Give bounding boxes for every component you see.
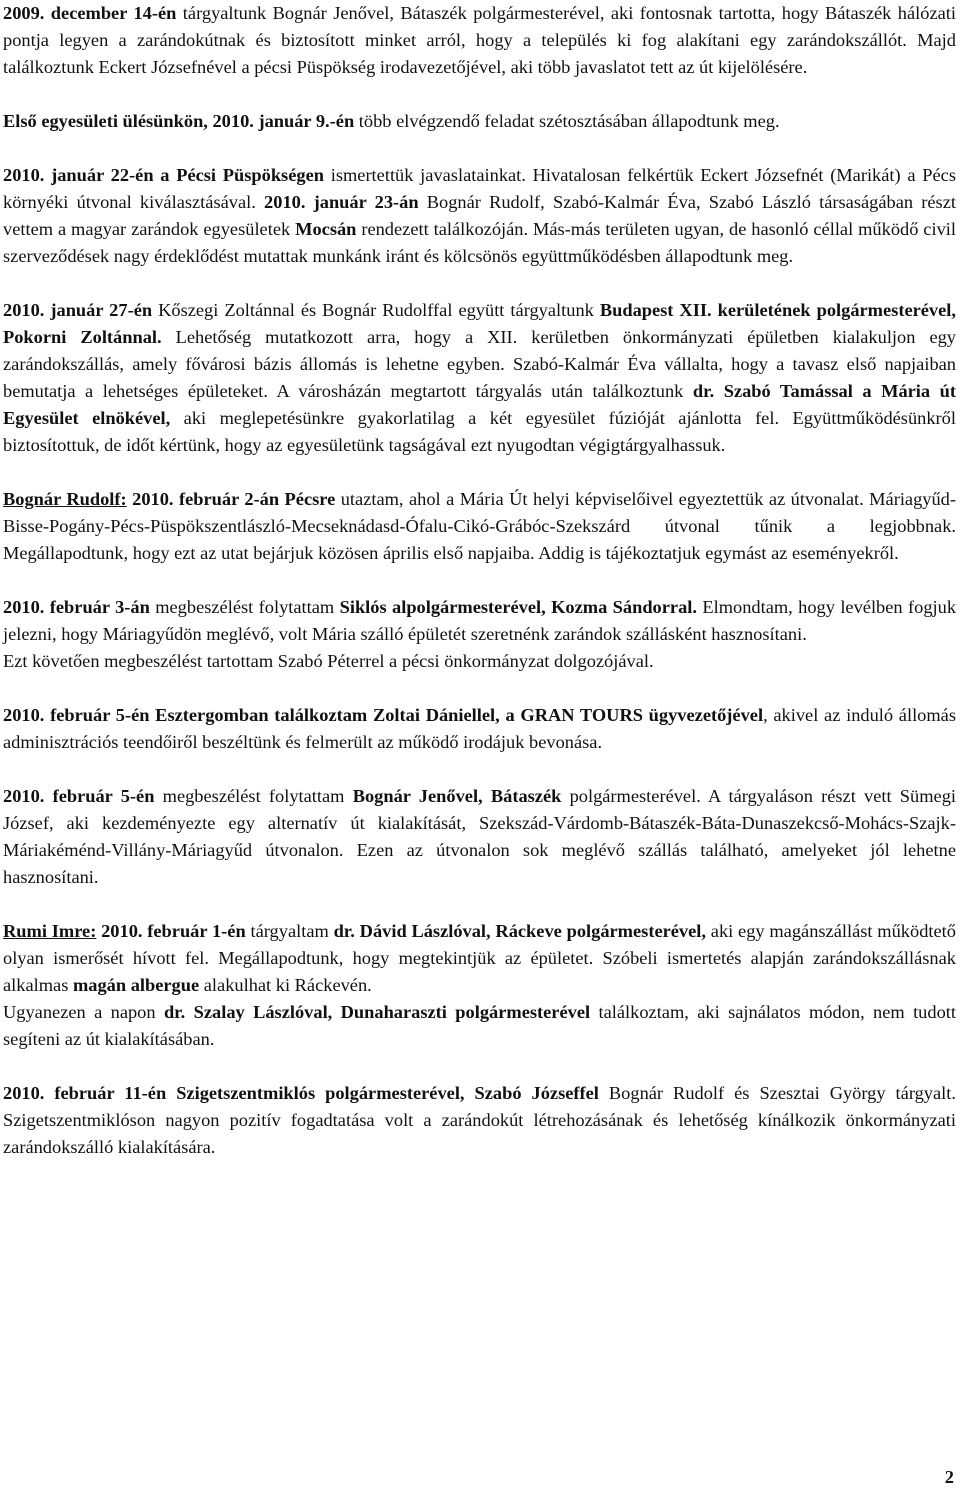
bold-text: 2010. január 27-én [3,300,153,320]
bold-text: 2010. február 2-án Pécsre [126,489,336,509]
paragraph [3,162,956,270]
paragraph [3,783,956,891]
text-run: Bognár Rudolf és Szesztai György tárgyalt. Szigetszentmiklóson nagyon pozitív fogadtatása volt a zarándokút létrehozásának és lehetőség kínálkozik önkormányzati zarándokszálló kialakítására. [3,1083,956,1157]
text-run: több elvégzendő feladat szétosztásában állapodtunk meg. [354,111,780,131]
text-run: polgármesterével. A tárgyaláson részt vett Sümegi József, aki kezdeményezte egy alternatív út kialakítását, Szekszád-Várdomb-Bátaszék-Báta-Dunaszekcső-Mohács-Szajk-Máriakéménd-Villány-Máriagyűd útvonalon. Ezen az útvonalon sok meglévő szállás található, amelyeket jól lehetne hasznosítani. [3,786,957,887]
paragraph [3,108,956,135]
bold-text: dr. Szalay Lászlóval, Dunaharaszti polgármesterével [163,1002,591,1022]
paragraph [3,0,956,81]
bold-text: Bognár Jenővel, Bátaszék [352,786,562,806]
text-run: tárgyaltam [245,921,334,941]
paragraph [3,702,956,756]
paragraph [3,999,956,1053]
text-run: tárgyaltunk Bognár Jenővel, Bátaszék polgármesterével, aki fontosnak tartotta, hogy Bátaszék hálózati pontja legyen a zarándokútnak és biztosított minket arról, hogy a település ki fog alakítani egy zarándokszállót. Majd találkoztunk Eckert Józsefnével a pécsi Püspökség irodavezetőjével, aki több javaslatot tett az út kijelölésére. [3,3,956,77]
paragraph [3,648,956,675]
text-run: Bognár Rudolf, Szabó-Kalmár Éva, Szabó László társaságában részt vettem a magyar zarándok egyesületek [3,192,956,239]
text-run: aki egy magánszállást működtető olyan ismerősét hívott fel. Megállapodtunk, hogy megtekintjük az épületet. Szóbeli ismertetés alapján zarándokszállásnak alkalmas [3,921,956,995]
text-run: megbeszélést folytattam [149,597,340,617]
bold-text: Mocsán [295,219,357,239]
text-run: Lehetőség mutatkozott arra, hogy a XII. kerületben önkormányzati épületben kialakuljon egy zarándokszállás, amely fővárosi bázis állomás is lehetne egyben. Szabó-Kalmár Éva vállalta, hogy a tavasz első napjaiban bemutatja a lehetséges épületeket. A városházán megtartott tárgyalás után találkoztunk [3,327,956,401]
text-run: alakulhat ki Ráckevén. [199,975,372,995]
text-run: ismertettük javaslatainkat. Hivatalosan felkértük Eckert Józsefnét (Marikát) a Pécs környéki útvonal kiválasztásával. [3,165,956,212]
text-run: Elmondtam, hogy levélben fogjuk jelezni, hogy Máriagyűdön meglévő, volt Mária szálló épületét szeretnénk zarándok szállásként hasznosítani. [3,597,957,644]
paragraph [3,486,956,567]
text-run: aki meglepetésünkre gyakorlatilag a két egyesület fúzióját ajánlotta fel. Együttműködésünkről biztosítottuk, de időt kértünk, hogy az egyesületünk tagságával ezt nyugodtan végigtárgyalhassuk. [3,408,956,455]
bold-text: Siklós alpolgármesterével, Kozma Sándorral. [339,597,697,617]
text-run: utaztam, ahol a Mária Út helyi képviselőivel egyeztettük az útvonalat. Máriagyűd-Bisse-Pogány-Pécs-Püspökszentlászló-Mecseknádasd-Ófalu-Cikó-Grábóc-Szekszárd útvonal tűnik a legjobbnak. Megállapodtunk, hogy ezt az utat bejárjuk közösen április első napjaiba. Addig is tájékoztatjuk egymást az eseményekről. [3,489,956,563]
bold-text: 2010. február 3-án [3,597,150,617]
bold-text: 2010. február 11-én Szigetszentmiklós polgármesterével, Szabó Józseffel [3,1083,599,1103]
paragraph [3,918,956,999]
bold-text: 2010. február 1-én [96,921,246,941]
text-run: Ugyanezen a napon [3,1002,164,1022]
paragraph [3,594,956,648]
text-run: rendezett találkozóján. Más-más területen ugyan, de hasonló céllal működő civil szerveződések nagy érdeklődést mutattak munkánk iránt és kölcsönös együttműködésben állapodtunk meg. [3,219,956,266]
text-run: megbeszélést folytattam [154,786,353,806]
document-body [3,0,956,1161]
bold-text: Budapest XII. kerületének polgármesterével, Pokorni Zoltánnal. [3,300,956,347]
paragraph [3,1080,956,1161]
bold-text: dr. Dávid Lászlóval, Ráckeve polgármesterével, [333,921,706,941]
bold-text: Bognár Rudolf: [3,489,127,509]
bold-text: 2010. január 23-án [264,192,419,212]
page-number: 2 [944,1467,954,1487]
bold-text: 2010. február 5-én Esztergomban találkoztam Zoltai Dániellel, a GRAN TOURS ügyvezetőjével [3,705,764,725]
bold-text: 2010. február 5-én [3,786,155,806]
text-run: találkoztam, aki sajnálatos módon, nem tudott segíteni az út kialakításában. [3,1002,956,1049]
bold-text: 2010. január 22-én a Pécsi Püspökségen [3,165,324,185]
paragraph [3,297,956,459]
text-run: , akivel az induló állomás adminisztrációs teendőiről beszéltünk és felmerült az működő irodájuk bevonása. [3,705,956,752]
bold-text: Rumi Imre: [3,921,97,941]
bold-text: magán albergue [72,975,200,995]
bold-text: 2009. december 14-én [3,3,177,23]
bold-text: Első egyesületi ülésünkön, 2010. január 9.-én [3,111,355,131]
text-run: Ezt követően megbeszélést tartottam Szabó Péterrel a pécsi önkormányzat dolgozójával. [3,651,654,671]
text-run: Kőszegi Zoltánnal és Bognár Rudolffal együtt tárgyaltunk [152,300,600,320]
bold-text: dr. Szabó Tamással a Mária út Egyesület elnökével, [3,381,956,428]
